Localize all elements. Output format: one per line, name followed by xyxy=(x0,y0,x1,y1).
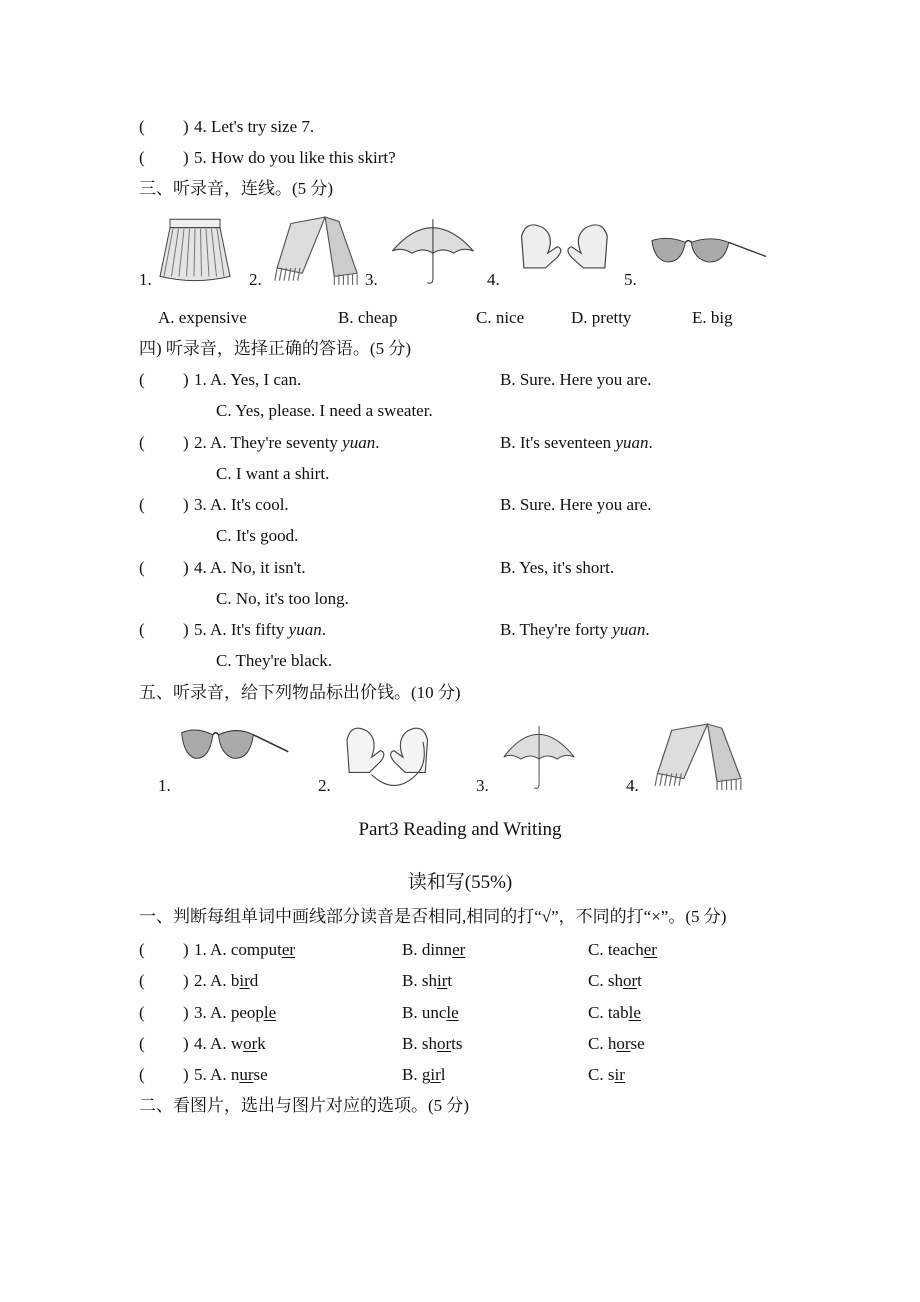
option-b-end: . xyxy=(648,432,653,452)
answer-paren-close: ) xyxy=(183,117,189,136)
option-a-text: 1. A. Yes, I can. xyxy=(194,370,302,389)
option-word: A. expensive xyxy=(158,308,247,327)
option-a-currency: yuan xyxy=(342,432,376,452)
item-number: 5. A. xyxy=(194,1065,231,1085)
section-heading: 一、判断每组单词中画线部分读音是否相同,相同的打“√”，不同的打“×”。(5 分) xyxy=(139,907,727,926)
word-end: se xyxy=(630,1033,645,1053)
option-c-text: C. No, it's too long. xyxy=(216,588,349,608)
option-a-text: 4. A. No, it isn't. xyxy=(194,557,306,577)
option-b-text: B. Sure. Here you are. xyxy=(500,495,652,515)
underlined-letters: or xyxy=(436,1033,452,1053)
answer-paren-close: ) xyxy=(183,1002,189,1022)
word-start: B. sh xyxy=(402,971,437,991)
section-heading: 四) 听录音，选择正确的答语。(5 分) xyxy=(139,339,411,358)
underlined-letters: le xyxy=(446,1002,459,1022)
word-end: k xyxy=(257,1033,266,1053)
word-end: t xyxy=(637,971,642,991)
answer-paren-open: ( xyxy=(139,1002,145,1022)
answer-paren-close: ) xyxy=(183,971,189,991)
option-c xyxy=(216,589,349,609)
option-c-text: C. I want a shirt. xyxy=(216,463,330,483)
option-a xyxy=(194,495,289,515)
part-subtitle: 读和写(55%) xyxy=(407,872,513,893)
word-option xyxy=(402,1003,459,1023)
word-start: peop xyxy=(230,1002,264,1022)
underlined-letters: er xyxy=(643,940,657,959)
option-b-text: B. It's seventeen xyxy=(500,432,616,452)
answer-paren-close: ) xyxy=(183,1033,189,1053)
underlined-letters: or xyxy=(616,1033,631,1053)
word-option xyxy=(588,1034,645,1054)
word-start: C. sh xyxy=(588,971,623,991)
option-c-text: C. They're black. xyxy=(216,651,333,671)
option-b xyxy=(500,433,653,453)
option-b-text: B. Sure. Here you are. xyxy=(500,370,652,389)
answer-paren-open: ( xyxy=(139,495,145,515)
underlined-letters: er xyxy=(452,940,466,959)
word-option xyxy=(402,1034,462,1054)
scarf-icon xyxy=(648,722,748,792)
word-start: C. h xyxy=(588,1033,617,1053)
answer-paren-close: ) xyxy=(183,495,189,515)
answer-paren-open: ( xyxy=(139,432,145,452)
word-start: B. g xyxy=(402,1065,431,1085)
option-b xyxy=(500,495,652,515)
answer-paren-open: ( xyxy=(139,620,145,640)
word-end: d xyxy=(249,971,259,991)
underlined-letters: ir xyxy=(436,971,448,991)
underlined-letters: le xyxy=(263,1002,277,1022)
answer-paren-open: ( xyxy=(139,370,145,389)
word-option xyxy=(194,971,258,991)
option-word: D. pretty xyxy=(571,308,632,327)
answer-paren-open: ( xyxy=(139,1033,145,1053)
word-start: B. dinn xyxy=(402,940,453,959)
answer-paren-close: ) xyxy=(183,432,189,452)
answer-paren-open: ( xyxy=(139,971,145,991)
underlined-letters: ur xyxy=(239,1065,254,1085)
sunglasses-icon xyxy=(648,230,770,290)
word-option xyxy=(402,971,452,991)
option-b-text: B. They're forty xyxy=(500,620,613,640)
item-number: 4. A. xyxy=(194,1033,231,1053)
mittens-icon xyxy=(338,718,432,792)
word-start: b xyxy=(230,971,240,991)
option-a xyxy=(194,558,306,578)
word-start: C. tab xyxy=(588,1002,629,1022)
question-text: 5. How do you like this skirt? xyxy=(194,148,396,167)
section-heading: 三、听录音，连线。(5 分) xyxy=(139,179,334,198)
umbrella-icon xyxy=(388,215,480,287)
option-b-text: B. Yes, it's short. xyxy=(500,557,615,577)
word-option xyxy=(588,971,642,991)
option-c xyxy=(216,526,298,546)
word-end: ts xyxy=(451,1033,463,1053)
option-a-end: . xyxy=(321,620,326,640)
option-a-text: 3. A. It's cool. xyxy=(194,495,289,515)
answer-paren-close: ) xyxy=(183,620,189,640)
answer-paren-open: ( xyxy=(139,1065,145,1085)
word-option xyxy=(402,940,465,960)
skirt-icon xyxy=(158,215,242,287)
option-c xyxy=(216,401,433,421)
word-option xyxy=(194,1065,268,1085)
answer-paren-open: ( xyxy=(139,117,145,136)
picture-number: 1. xyxy=(158,776,171,795)
word-option xyxy=(588,1065,625,1085)
sunglasses-icon xyxy=(178,720,292,792)
answer-paren-close: ) xyxy=(183,370,189,389)
word-start: C. s xyxy=(588,1065,615,1085)
word-option xyxy=(588,1003,641,1023)
answer-paren-open: ( xyxy=(139,940,145,959)
option-a xyxy=(194,433,379,453)
option-a-currency: yuan xyxy=(288,620,322,640)
option-a xyxy=(194,620,326,640)
underlined-letters: ir xyxy=(430,1065,441,1085)
answer-paren-close: ) xyxy=(183,148,189,167)
option-word: C. nice xyxy=(476,308,525,327)
underlined-letters: er xyxy=(281,940,296,959)
picture-number: 5. xyxy=(624,270,637,289)
answer-paren-close: ) xyxy=(183,940,189,959)
picture-number: 1. xyxy=(139,270,152,289)
answer-paren-open: ( xyxy=(139,148,145,167)
picture-number: 2. xyxy=(249,270,262,289)
option-b xyxy=(500,370,652,390)
word-start: n xyxy=(230,1065,240,1085)
part-title: Part3 Reading and Writing xyxy=(358,819,562,840)
item-number: 3. A. xyxy=(194,1002,231,1022)
picture-number: 2. xyxy=(318,776,331,795)
answer-paren-close: ) xyxy=(183,557,189,577)
word-option xyxy=(194,940,295,960)
option-b-end: . xyxy=(645,620,650,640)
item-number: 1. A. xyxy=(194,940,231,959)
option-b xyxy=(500,620,650,640)
word-end: se xyxy=(253,1065,268,1085)
word-option xyxy=(402,1065,445,1085)
umbrella-icon xyxy=(500,722,580,792)
picture-number: 3. xyxy=(476,776,489,795)
option-b xyxy=(500,558,614,578)
word-end: l xyxy=(440,1065,446,1085)
answer-paren-open: ( xyxy=(139,557,145,577)
word-start: comput xyxy=(230,940,282,959)
underlined-letters: ir xyxy=(239,971,250,991)
gloves-icon xyxy=(512,215,612,287)
underlined-letters: ir xyxy=(614,1065,625,1085)
section-heading: 五、听录音，给下列物品标出价钱。(10 分) xyxy=(139,683,461,702)
picture-number: 3. xyxy=(365,270,378,289)
option-c xyxy=(216,651,332,671)
option-b-currency: yuan xyxy=(615,432,649,452)
word-start: C. teach xyxy=(588,940,644,959)
option-a-end: . xyxy=(375,432,380,452)
picture-number: 4. xyxy=(626,776,639,795)
option-c-text: C. It's good. xyxy=(216,526,299,546)
section-heading: 二、看图片，选出与图片对应的选项。(5 分) xyxy=(139,1096,470,1115)
item-number: 2. A. xyxy=(194,971,231,991)
underlined-letters: le xyxy=(628,1002,641,1022)
word-option xyxy=(194,1034,266,1054)
word-start: B. unc xyxy=(402,1002,447,1022)
picture-number: 4. xyxy=(487,270,500,289)
word-start: B. sh xyxy=(402,1033,437,1053)
option-b-currency: yuan xyxy=(612,620,646,640)
word-end: t xyxy=(447,971,453,991)
answer-paren-close: ) xyxy=(183,1065,189,1085)
word-option xyxy=(588,940,657,960)
option-c-text: C. Yes, please. I need a sweater. xyxy=(216,401,433,420)
option-word: B. cheap xyxy=(338,308,398,327)
scarf-icon xyxy=(268,215,364,287)
underlined-letters: or xyxy=(622,971,638,991)
word-option xyxy=(194,1003,276,1023)
option-c xyxy=(216,464,329,484)
option-word: E. big xyxy=(692,308,733,327)
underlined-letters: or xyxy=(243,1033,258,1053)
question-text: 4. Let's try size 7. xyxy=(194,117,315,136)
option-a-text: 2. A. They're seventy xyxy=(194,432,343,452)
option-a xyxy=(194,370,301,390)
option-a-text: 5. A. It's fifty xyxy=(194,620,289,640)
word-start: w xyxy=(230,1033,244,1053)
